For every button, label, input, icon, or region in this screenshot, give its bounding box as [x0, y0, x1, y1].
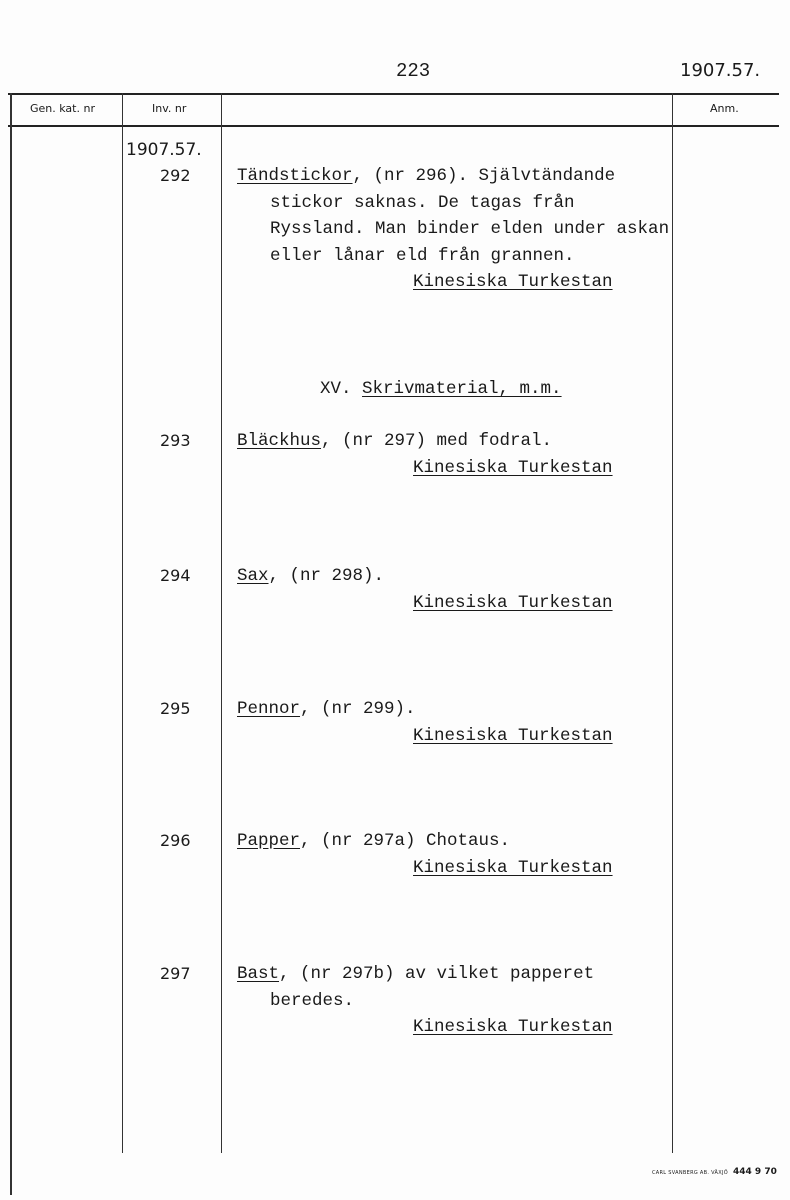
inv-number: 295 — [160, 699, 191, 718]
entry-place: Kinesiska Turkestan — [413, 272, 613, 292]
entry-title: Pennor, (nr 299). — [237, 699, 416, 719]
entry-place: Kinesiska Turkestan — [413, 1017, 613, 1037]
header-bottom-rule — [8, 125, 779, 127]
entry-name: Pennor — [237, 699, 301, 719]
printer-imprint: CARL SVANBERG AB. VÄXJÖ — [652, 1170, 729, 1176]
entry-place: Kinesiska Turkestan — [413, 725, 613, 746]
column-divider — [122, 93, 123, 1153]
entry-description-line: stickor saknas. De tagas från — [270, 192, 575, 213]
entry-title: Bläckhus, (nr 297) med fodral. — [237, 431, 553, 451]
inv-number: 296 — [160, 831, 191, 850]
page-number: 223 — [396, 60, 431, 82]
entry-place: Kinesiska Turkestan — [413, 457, 613, 478]
entry-description-line: eller lånar eld från grannen. — [270, 245, 575, 266]
entry-description-line: Ryssland. Man binder elden under askan — [270, 219, 670, 239]
series-label: 1907.57. — [126, 140, 202, 160]
entry-title: Tändstickor, (nr 296). Självtändande — [237, 166, 616, 186]
column-header-anm: Anm. — [710, 102, 739, 115]
column-header-gen-kat: Gen. kat. nr — [30, 102, 95, 115]
entry-name: Sax — [237, 566, 269, 586]
inv-number: 292 — [160, 166, 191, 185]
entry-place: Kinesiska Turkestan — [413, 857, 613, 878]
inv-number: 293 — [160, 431, 191, 450]
entry-name: Bast — [237, 964, 280, 984]
column-header-inv: Inv. nr — [152, 102, 187, 115]
table-top-rule — [8, 93, 779, 95]
inv-number: 294 — [160, 566, 191, 585]
entry-title: Bast, (nr 297b) av vilket papperet — [237, 964, 595, 984]
entry-title: Sax, (nr 298). — [237, 566, 385, 586]
entry-description-line: beredes. — [270, 990, 355, 1011]
entry-name: Tändstickor — [237, 166, 353, 186]
entry-title: Papper, (nr 297a) Chotaus. — [237, 831, 511, 851]
section-heading: XV. Skrivmaterial, m.m. — [320, 379, 562, 399]
column-divider — [221, 93, 222, 1153]
inv-number: 297 — [160, 964, 191, 983]
entry-name: Bläckhus — [237, 431, 322, 451]
entry-place: Kinesiska Turkestan — [413, 592, 613, 613]
form-code: 444 9 70 — [733, 1167, 777, 1177]
header-reference: 1907.57. — [680, 60, 761, 81]
left-border — [10, 93, 12, 1195]
entry-name: Papper — [237, 831, 301, 851]
column-divider — [672, 93, 673, 1153]
